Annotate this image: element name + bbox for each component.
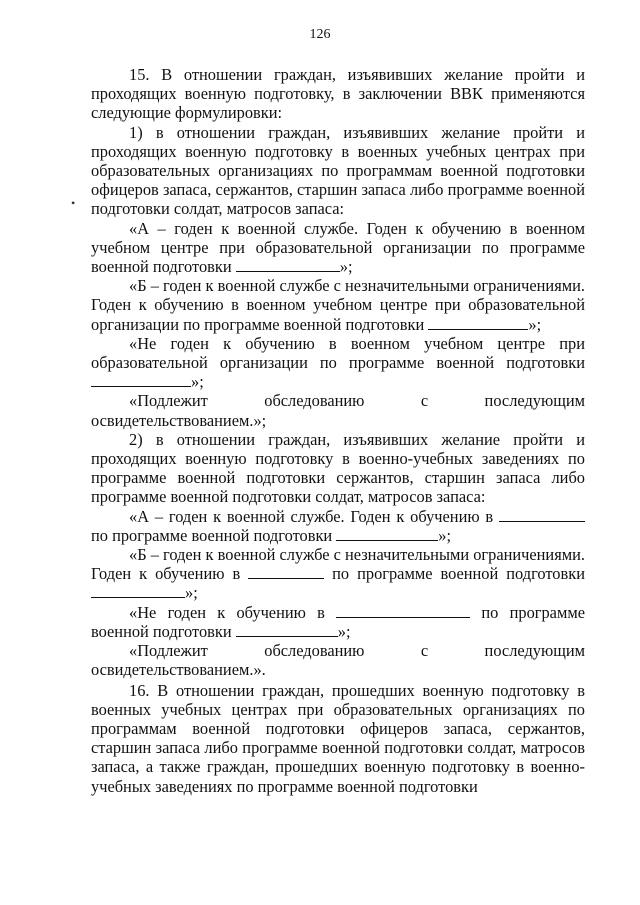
paragraph-text: »; <box>191 372 204 392</box>
formulation-exam-1 <box>91 391 585 429</box>
paragraph-text: «Б – годен к военной службе с незначительными ограничениями. Годен к обучению в военном учебном центре при образовательной организации по программе военной подготовки <box>91 276 585 334</box>
paragraph-text: 15. В отношении граждан, изъявивших желание пройти и проходящих военную подготовку, в заключении ВВК применяются следующие формулировки: <box>91 65 585 123</box>
page-number: 126 <box>309 27 331 42</box>
formulation-b-1 <box>91 276 585 334</box>
blank-line <box>91 584 185 598</box>
blank-line <box>428 316 528 330</box>
paragraph-item-2 <box>91 430 585 507</box>
paragraph-text: 16. В отношении граждан, прошедших военную подготовку в военных учебных центрах при образовательных организациях по программам военной подготовки офицеров запаса, сержантов, старшин запаса либо программе военной подготовки солдат, матросов запаса, а также граждан, прошедших военную подготовку в военно-учебных заведениях по программе военной подготовки <box>91 680 585 796</box>
blank-line <box>91 373 191 387</box>
paragraph-text: 2) в отношении граждан, изъявивших желание пройти и проходящих военную подготовку в военно-учебных заведениях по программе военной подготовки сержантов, старшин запаса либо программе военной подготовки солдат, матросов запаса: <box>91 429 585 507</box>
margin-mark: • <box>71 196 76 210</box>
blank-line <box>499 508 585 522</box>
blank-line <box>336 527 438 541</box>
paragraph-text: «Не годен к обучению в <box>129 602 337 622</box>
formulation-unfit-2 <box>91 603 585 641</box>
paragraph-text: »; <box>185 583 198 603</box>
paragraph-text: «А – годен к военной службе. Годен к обучению в военном учебном центре при образовательной организации по программе военной подготовки <box>91 218 585 277</box>
paragraph-text: »; <box>438 525 452 545</box>
formulation-a-1 <box>91 219 585 277</box>
blank-line <box>236 258 340 272</box>
formulation-b-2 <box>91 545 585 603</box>
paragraph-text: «Б – годен к военной службе с незначительными ограничениями. Годен к обучению в <box>91 545 585 584</box>
paragraph-text: »; <box>337 621 351 641</box>
paragraph-text: «Подлежит обследованию с последующим освидетельствованием.»; <box>91 391 585 430</box>
paragraph-text: по программе военной подготовки <box>91 602 585 641</box>
paragraph-item-1 <box>91 123 585 219</box>
paragraph-text: »; <box>528 314 542 334</box>
document-body <box>91 65 585 796</box>
paragraph-text: по программе военной подготовки <box>324 564 585 584</box>
paragraph-16 <box>91 681 585 796</box>
paragraph-text: 1) в отношении граждан, изъявивших желание пройти и проходящих военную подготовку в военных учебных центрах при образовательных организациях по программам военной подготовки офицеров запаса, сержантов, старшин запаса либо программе военной подготовки солдат, матросов запаса: <box>91 122 585 219</box>
blank-line <box>236 623 338 637</box>
paragraph-text: «Подлежит обследованию с последующим освидетельствованием.». <box>91 641 585 680</box>
paragraph-text: по программе военной подготовки <box>91 525 337 545</box>
blank-line <box>336 604 470 618</box>
paragraph-text: «Не годен к обучению в военном учебном центре при образовательной организации по программе военной подготовки <box>91 333 585 373</box>
paragraph-text: »; <box>339 257 353 277</box>
paragraph-15 <box>91 65 585 123</box>
formulation-a-2 <box>91 507 585 545</box>
formulation-unfit-1 <box>91 334 585 392</box>
formulation-exam-2 <box>91 641 585 679</box>
paragraph-text: «А – годен к военной службе. Годен к обучению в <box>129 506 499 526</box>
blank-line <box>248 565 324 579</box>
